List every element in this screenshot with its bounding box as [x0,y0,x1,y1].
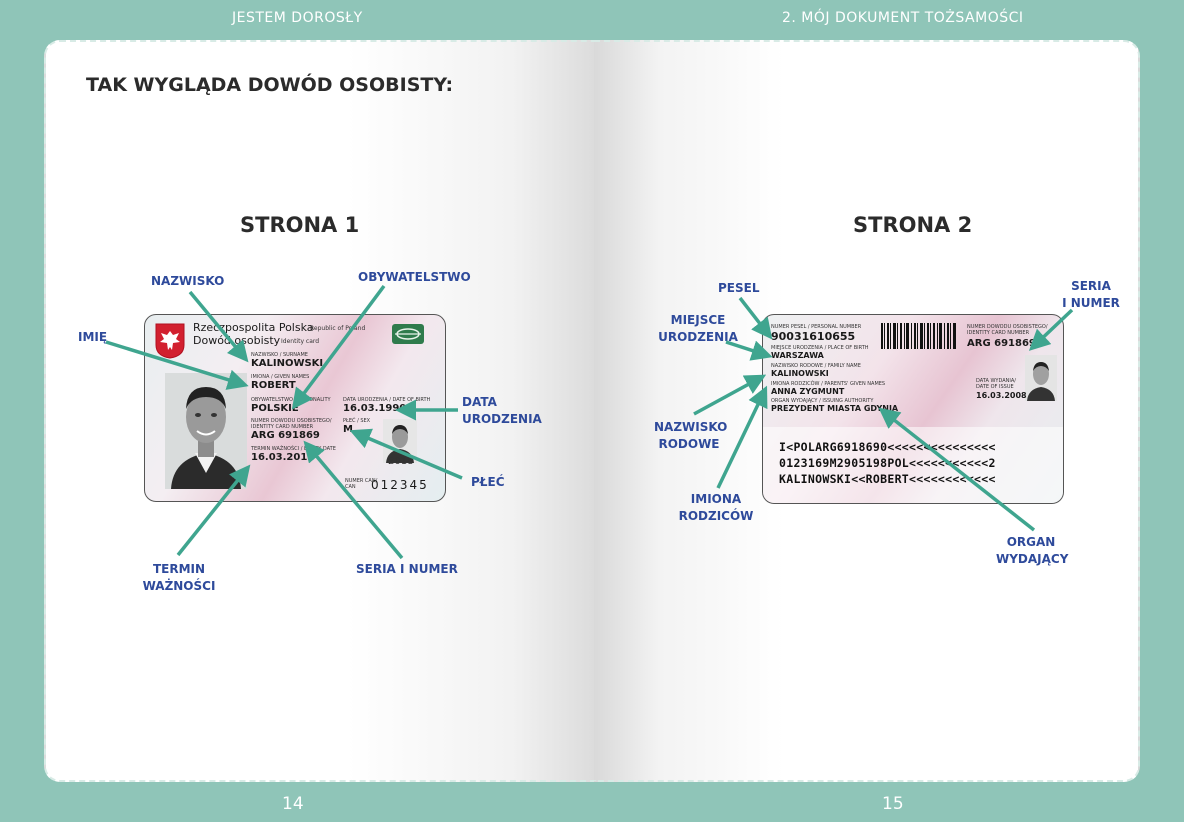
authority-caption: ORGAN WYDAJĄCY / ISSUING AUTHORITY [771,398,874,404]
sex-caption: PŁEĆ / SEX [343,418,371,424]
card-doc-type: Dowód osobisty [193,334,281,347]
page-number-right: 15 [882,794,904,814]
eagle-emblem-icon [155,323,185,359]
idno-caption-2: IDENTITY CARD NUMBER [251,424,314,430]
running-header-left: JESTEM DOROSŁY [232,10,363,26]
holder-portrait [165,373,247,489]
pob-caption: MIEJSCE URODZENIA / PLACE OF BIRTH [771,345,869,351]
label-imie: IMIĘ [78,330,108,344]
label-termin-waznosci: TERMIN WAŻNOŚCI [142,562,216,593]
card-country-en: Republic of Poland [310,325,366,332]
label-imiona-rodzicow: IMIONA RODZICÓW [678,492,754,523]
given-names-caption: IMIONA / GIVEN NAMES [251,374,310,380]
family-caption: NAZWISKO RODOWE / FAMILY NAME [771,363,861,369]
hologram-emblem-icon [391,323,425,345]
card-country: Rzeczpospolita Polska [193,321,314,334]
idno-caption-1: NUMER DOWODU OSOBISTEGO/ [251,418,332,424]
label-data-urodzenia: DATA URODZENIA [462,395,542,426]
id-card-front [144,314,446,502]
nationality-caption: OBYWATELSTWO / NATIONALITY [251,397,331,403]
label-obywatelstwo: OBYWATELSTWO [358,270,471,284]
back-portrait [1025,355,1057,401]
back-idno-value: ARG 691869 [967,338,1036,349]
can-value: 012345 [371,478,429,492]
mrz-line-3: KALINOWSKI<<ROBERT<<<<<<<<<<<< [779,472,996,486]
expiry-value: 16.03.2018 [251,452,315,463]
pesel-caption: NUMER PESEL / PERSONAL NUMBER [771,324,862,330]
page-number-left: 14 [282,794,304,814]
ghost-year: 2018 [388,456,414,467]
label-nazwisko-rodowe: NAZWISKO RODOWE [654,420,728,451]
dob-value: 16.03.1990 [343,403,407,414]
surname-value: KALINOWSKI [251,358,324,369]
mrz-line-1: I<POLARG6918690<<<<<<<<<<<<<<< [779,440,996,454]
parents-caption: IMIONA RODZICÓW / PARENTS' GIVEN NAMES [771,381,886,387]
label-seria-numer-1: SERIA I NUMER [356,562,458,576]
label-organ-wydajacy: ORGAN WYDAJĄCY [996,535,1069,566]
id-card-back [762,314,1064,504]
authority-value: PREZYDENT MIASTA GDYNIA [771,404,899,413]
expiry-caption: TERMIN WAŻNOŚCI / EXPIRY DATE [251,446,336,452]
label-pesel: PESEL [718,281,760,295]
sex-value: M [343,424,353,435]
label-nazwisko: NAZWISKO [151,274,225,288]
back-idno-caption-2: IDENTITY CARD NUMBER [967,330,1030,336]
idno-value: ARG 691869 [251,430,320,441]
barcode-icon [881,323,957,349]
nationality-value: POLSKIE [251,403,299,414]
can-caption-2: CAN [345,484,356,490]
running-header-right: 2. MÓJ DOKUMENT TOŻSAMOŚCI [782,10,1024,26]
card-doc-type-en: Identity card [281,338,320,345]
side2-heading: STRONA 2 [853,213,973,237]
label-seria-numer-2: SERIA I NUMER [1062,279,1120,310]
issue-caption-2: DATE OF ISSUE [976,384,1014,390]
pesel-value: 90031610655 [771,330,856,343]
pob-value: WARSZAWA [771,351,824,360]
given-names-value: ROBERT [251,380,296,391]
family-value: KALINOWSKI [771,369,829,378]
issue-value: 16.03.2008 [976,391,1027,400]
issue-caption-1: DATA WYDANIA/ [976,378,1016,384]
side1-heading: STRONA 1 [240,213,360,237]
surname-caption: NAZWISKO / SURNAME [251,352,308,358]
mrz-line-2: 0123169M2905198POL<<<<<<<<<<<2 [779,456,996,470]
back-idno-caption-1: NUMER DOWODU OSOBISTEGO/ [967,324,1048,330]
page-title: TAK WYGLĄDA DOWÓD OSOBISTY: [86,74,454,96]
dob-caption: DATA URODZENIA / DATE OF BIRTH [343,397,431,403]
parents-value: ANNA ZYGMUNT [771,387,845,396]
label-miejsce-urodzenia: MIEJSCE URODZENIA [658,313,738,344]
label-plec: PŁEĆ [471,475,505,489]
can-caption-1: NUMER CAN/ [345,478,378,484]
